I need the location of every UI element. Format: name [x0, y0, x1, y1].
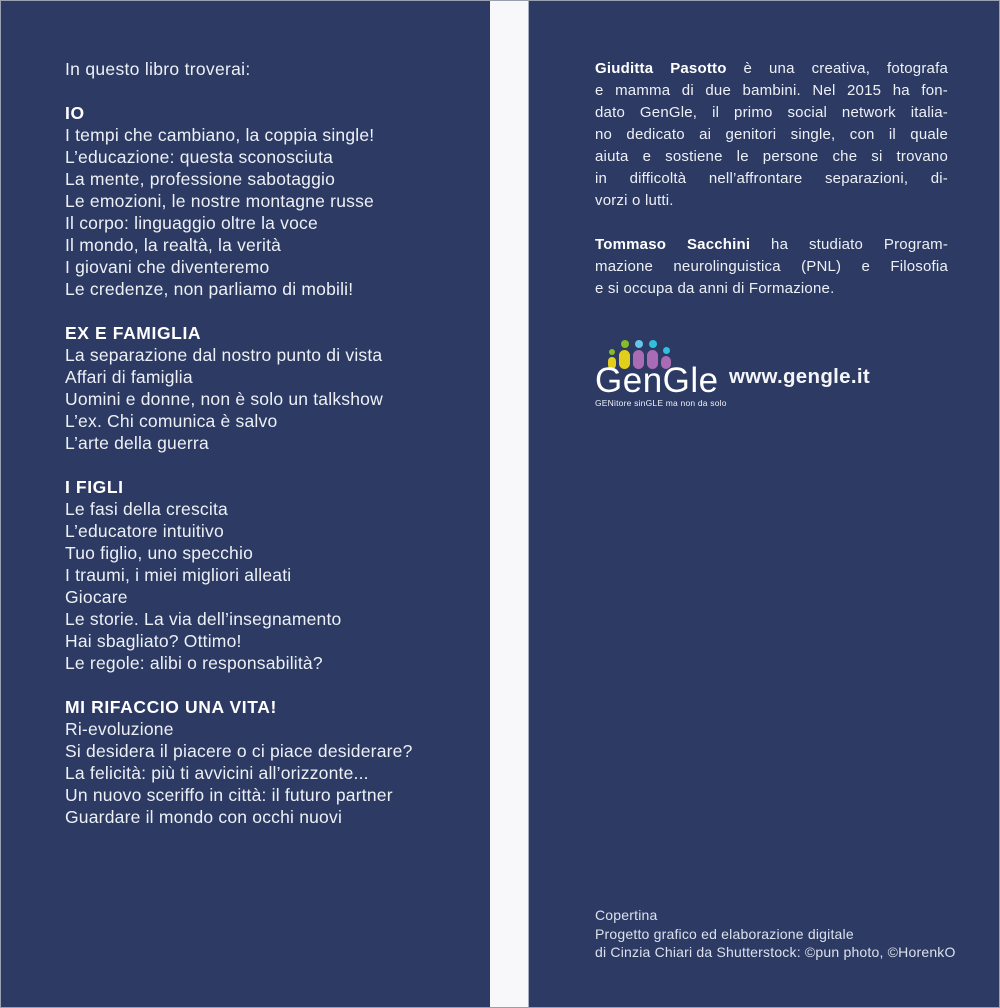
toc-section-title: EX E FAMIGLIA — [65, 323, 202, 343]
toc-item: I traumi, i miei migliori alleati — [65, 565, 292, 585]
bio-line: vorzi o lutti. — [595, 192, 674, 209]
right-flap-panel — [528, 1, 1000, 1008]
toc-section-title: MI RIFACCIO UNA VITA! — [65, 697, 277, 717]
toc-item: I tempi che cambiano, la coppia single! — [65, 125, 375, 145]
bio-line: e mamma di due bambini. Nel 2015 ha fon- — [595, 82, 948, 99]
toc-item: Si desidera il piacere o ci piace desiderare? — [65, 741, 413, 761]
figure-head — [649, 340, 657, 348]
toc-item: L’educazione: questa sconosciuta — [65, 147, 334, 167]
author-bio — [595, 58, 948, 212]
toc-item: I giovani che diventeremo — [65, 257, 270, 277]
toc-item: Guardare il mondo con occhi nuovi — [65, 807, 343, 827]
bio-line: mazione neurolinguistica (PNL) e Filosofia — [595, 258, 948, 275]
toc-item: Le storie. La via dell’insegnamento — [65, 609, 342, 629]
toc-section — [65, 476, 490, 674]
toc-item: Un nuovo sceriffo in città: il futuro partner — [65, 785, 393, 805]
author-name: Tommaso Sacchini — [595, 236, 751, 253]
toc-item: Il mondo, la realtà, la verità — [65, 235, 282, 255]
toc-section — [65, 322, 490, 454]
toc-item: Uomini e donne, non è solo un talkshow — [65, 389, 383, 409]
credit-line: di Cinzia Chiari da Shutterstock: ©pun photo, ©HorenkO — [595, 944, 956, 960]
figure-head — [635, 340, 643, 348]
author-bio — [595, 234, 948, 300]
toc-item: La mente, professione sabotaggio — [65, 169, 336, 189]
toc-item: Hai sbagliato? Ottimo! — [65, 631, 242, 651]
toc-section — [65, 102, 490, 300]
gengle-logo — [595, 339, 727, 408]
credit-line: Copertina — [595, 907, 658, 923]
bio-line: Giuditta Pasotto è una creativa, fotografa — [595, 60, 948, 77]
toc-section — [65, 696, 490, 828]
toc-item: Tuo figlio, uno specchio — [65, 543, 254, 563]
toc-item: La separazione dal nostro punto di vista — [65, 345, 383, 365]
gengle-tagline: GENitore sinGLE ma non da solo — [595, 398, 727, 408]
bio-line: dato GenGle, il primo social network italia- — [595, 104, 948, 121]
bio-line: aiuta e sostiene le persone che si trovano — [595, 148, 948, 165]
author-bios — [595, 58, 948, 300]
toc-item: Le credenze, non parliamo di mobili! — [65, 279, 354, 299]
toc-item: La felicità: più ti avvicini all’orizzonte... — [65, 763, 369, 783]
figure-head — [663, 347, 670, 354]
toc-item: L’educatore intuitivo — [65, 521, 224, 541]
figure-head — [609, 349, 615, 355]
toc-item: Ri-evoluzione — [65, 719, 174, 739]
toc-item: Giocare — [65, 587, 128, 607]
toc-item: Affari di famiglia — [65, 367, 193, 387]
left-flap-panel — [1, 1, 490, 1008]
bio-line: no dedicato ai genitori single, con il quale — [595, 126, 948, 143]
gengle-wordmark: GenGle — [595, 361, 719, 400]
toc-item: Il corpo: linguaggio oltre la voce — [65, 213, 318, 233]
figure-head — [621, 340, 629, 348]
toc-intro: In questo libro troverai: — [65, 59, 251, 79]
credit-line: Progetto grafico ed elaborazione digitale — [595, 925, 854, 942]
website-url: www.gengle.it — [729, 365, 870, 388]
author-name: Giuditta Pasotto — [595, 60, 727, 77]
toc-section-title: IO — [65, 103, 85, 123]
toc-item: L’ex. Chi comunica è salvo — [65, 411, 278, 431]
toc-item: Le emozioni, le nostre montagne russe — [65, 191, 374, 211]
bio-line: in difficoltà nell’affrontare separazioni, di- — [595, 170, 948, 187]
bio-line: Tommaso Sacchini ha studiato Program- — [595, 236, 949, 253]
toc-section-title: I FIGLI — [65, 477, 124, 497]
bio-line: e si occupa da anni di Formazione. — [595, 280, 835, 297]
credits-block — [595, 906, 956, 962]
toc-item: L’arte della guerra — [65, 433, 209, 453]
spine-gutter — [490, 1, 528, 1008]
table-of-contents — [65, 102, 490, 828]
toc-item: Le regole: alibi o responsabilità? — [65, 653, 323, 673]
toc-item: Le fasi della crescita — [65, 499, 228, 519]
